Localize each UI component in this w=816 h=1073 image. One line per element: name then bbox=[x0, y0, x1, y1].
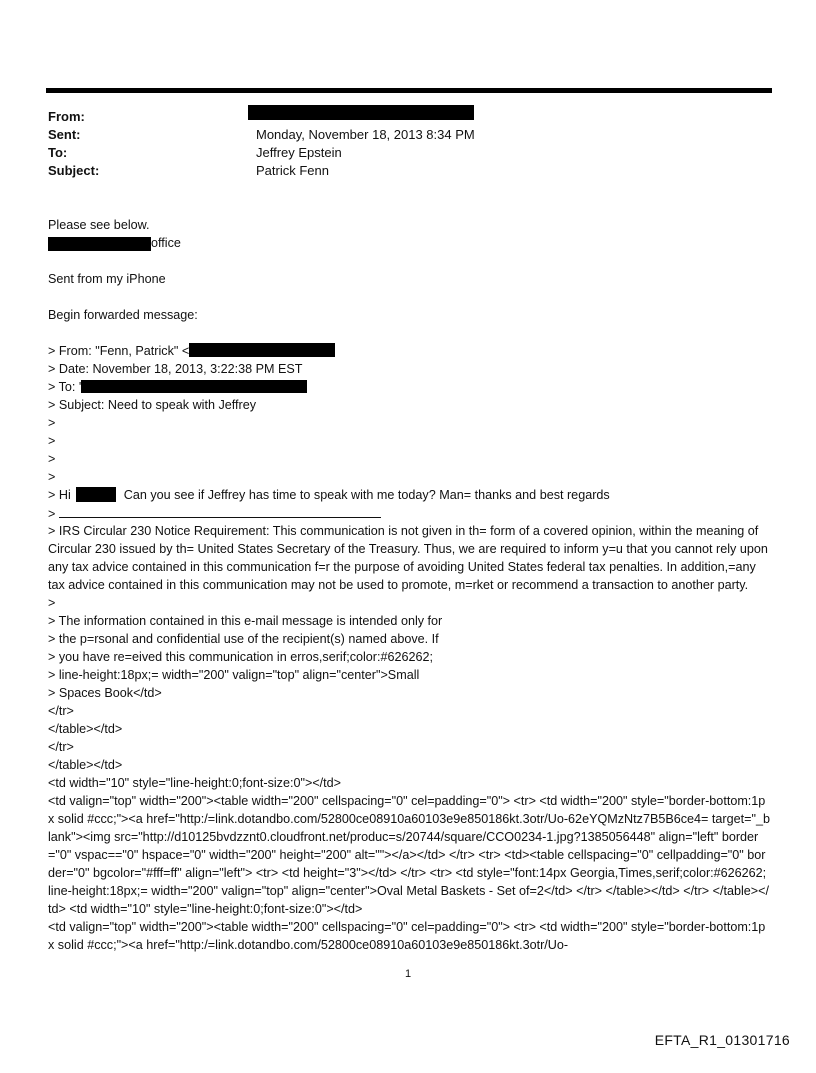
sent-from-line: Sent from my iPhone bbox=[48, 272, 166, 286]
td-spacer-line: <td width="10" style="line-height:0;font-size:0"></td> bbox=[48, 776, 342, 790]
quote-line: > bbox=[48, 452, 56, 466]
html-block-2: <td valign="top" width="200"><table width="200" cellspacing="0" cel=padding="0"> <tr> <td width="200" style="border-bottom:1px solid #ccc;"><a href="http:/=link.dotandbo.com/52800ce08910a60103e9e850186kt.3otr/Uo- bbox=[48, 920, 766, 952]
redacted-name bbox=[48, 237, 151, 251]
quote-line: > bbox=[48, 596, 56, 610]
html-block-1: <td valign="top" width="200"><table width="200" cellspacing="0" cel=padding="0"> <tr> <td width="200" style="border-bottom:1px solid #ccc;"><a href="http:/=link.dotandbo.com/52800ce08910a60103e9e850186kt.3otr/Uo-62eYQMzNtz7B5B6ce4= target="_blank"><img src="http://d10125bvdzznt0.cloudfront.net/produc=s/20744/square/CCO0234-1.jpg?1385056448" align="left" border="0" vspac=="0" hspace="0" width="200" height="200" alt=""></a></td> </tr> <tr> <td><table cellspacing="0" cellpadding="0" border="0" bgcolor="#fff=ff" align="left"> <tr> <td height="3"></td> </tr> <tr> <td style="font:14px Georgia,Times,serif;color:#626262; line-height:18px;= width="200" valign="top" align="center">Oval Metal Baskets - Set of=2</td> </tr> </table></td> </tr> </table></td> <td width="10" style="line-height:0;font-size:0"></td> bbox=[48, 794, 770, 916]
info-line-2: > the p=rsonal and confidential use of the recipient(s) named above. If bbox=[48, 632, 439, 646]
from-label: From: bbox=[48, 109, 85, 124]
quote-line: > bbox=[48, 434, 56, 448]
fwd-subject-line: > Subject: Need to speak with Jeffrey bbox=[48, 398, 257, 412]
redacted-recipient bbox=[81, 380, 307, 393]
subject-value: Patrick Fenn bbox=[256, 163, 329, 178]
info-line-1: > The information contained in this e-mail message is intended only for bbox=[48, 614, 443, 628]
hi-line bbox=[48, 486, 770, 504]
to-value: Jeffrey Epstein bbox=[256, 145, 342, 160]
fwd-from-line bbox=[48, 342, 770, 360]
fwd-from-text: > From: "Fenn, Patrick" < bbox=[48, 344, 190, 358]
table-close-line: </table></td> bbox=[48, 758, 123, 772]
table-close-line: </table></td> bbox=[48, 722, 123, 736]
fwd-to-text: > To: ' bbox=[48, 380, 82, 394]
quote-line: > bbox=[48, 416, 56, 430]
redacted-email bbox=[189, 343, 335, 357]
sent-label: Sent: bbox=[48, 127, 81, 142]
office-line bbox=[48, 234, 770, 252]
page-number: 1 bbox=[404, 968, 412, 980]
subject-label: Subject: bbox=[48, 163, 100, 178]
tr-close-line: </tr> bbox=[48, 740, 74, 754]
irs-notice: > IRS Circular 230 Notice Requirement: This communication is not given in th= form of a covered opinion, within the meaning of Circular 230 issued by th= United States Secretary of the Treasury. Thus, we are required to inform y=u that you cannot rely upon any tax advice contained in this communication f=r the purpose of avoiding United States federal tax penalties. In addition,=any tax advice contained in this communication may not be used to promote, m=rket or recommend a transaction to another party. bbox=[48, 524, 768, 592]
info-line-3: > you have re=eived this communication in erros,serif;color:#626262; bbox=[48, 650, 434, 664]
document-id: EFTA_R1_01301716 bbox=[654, 1032, 790, 1048]
header-rule bbox=[46, 88, 772, 93]
redacted-from bbox=[248, 105, 474, 120]
begin-forward-line: Begin forwarded message: bbox=[48, 308, 198, 322]
info-line-4: > line-height:18px;= width="200" valign="top" align="center">Small bbox=[48, 668, 420, 682]
quote-line: > bbox=[48, 470, 56, 484]
fwd-to-line bbox=[48, 378, 770, 396]
separator-line: > bbox=[48, 504, 770, 522]
office-text: office bbox=[151, 236, 181, 250]
underscore-rule bbox=[59, 504, 381, 518]
sent-value: Monday, November 18, 2013 8:34 PM bbox=[256, 127, 475, 142]
email-body bbox=[48, 216, 770, 954]
email-header bbox=[48, 108, 568, 180]
hi-text: Can you see if Jeffrey has time to speak with me today? Man= thanks and best regards bbox=[123, 488, 610, 502]
info-line-5: > Spaces Book</td> bbox=[48, 686, 162, 700]
tr-close-line: </tr> bbox=[48, 704, 74, 718]
fwd-date-line: > Date: November 18, 2013, 3:22:38 PM EST bbox=[48, 362, 303, 376]
redacted-addressee bbox=[76, 487, 116, 502]
to-label: To: bbox=[48, 145, 68, 160]
hi-prefix: > Hi bbox=[48, 488, 71, 502]
intro-line: Please see below. bbox=[48, 218, 150, 232]
